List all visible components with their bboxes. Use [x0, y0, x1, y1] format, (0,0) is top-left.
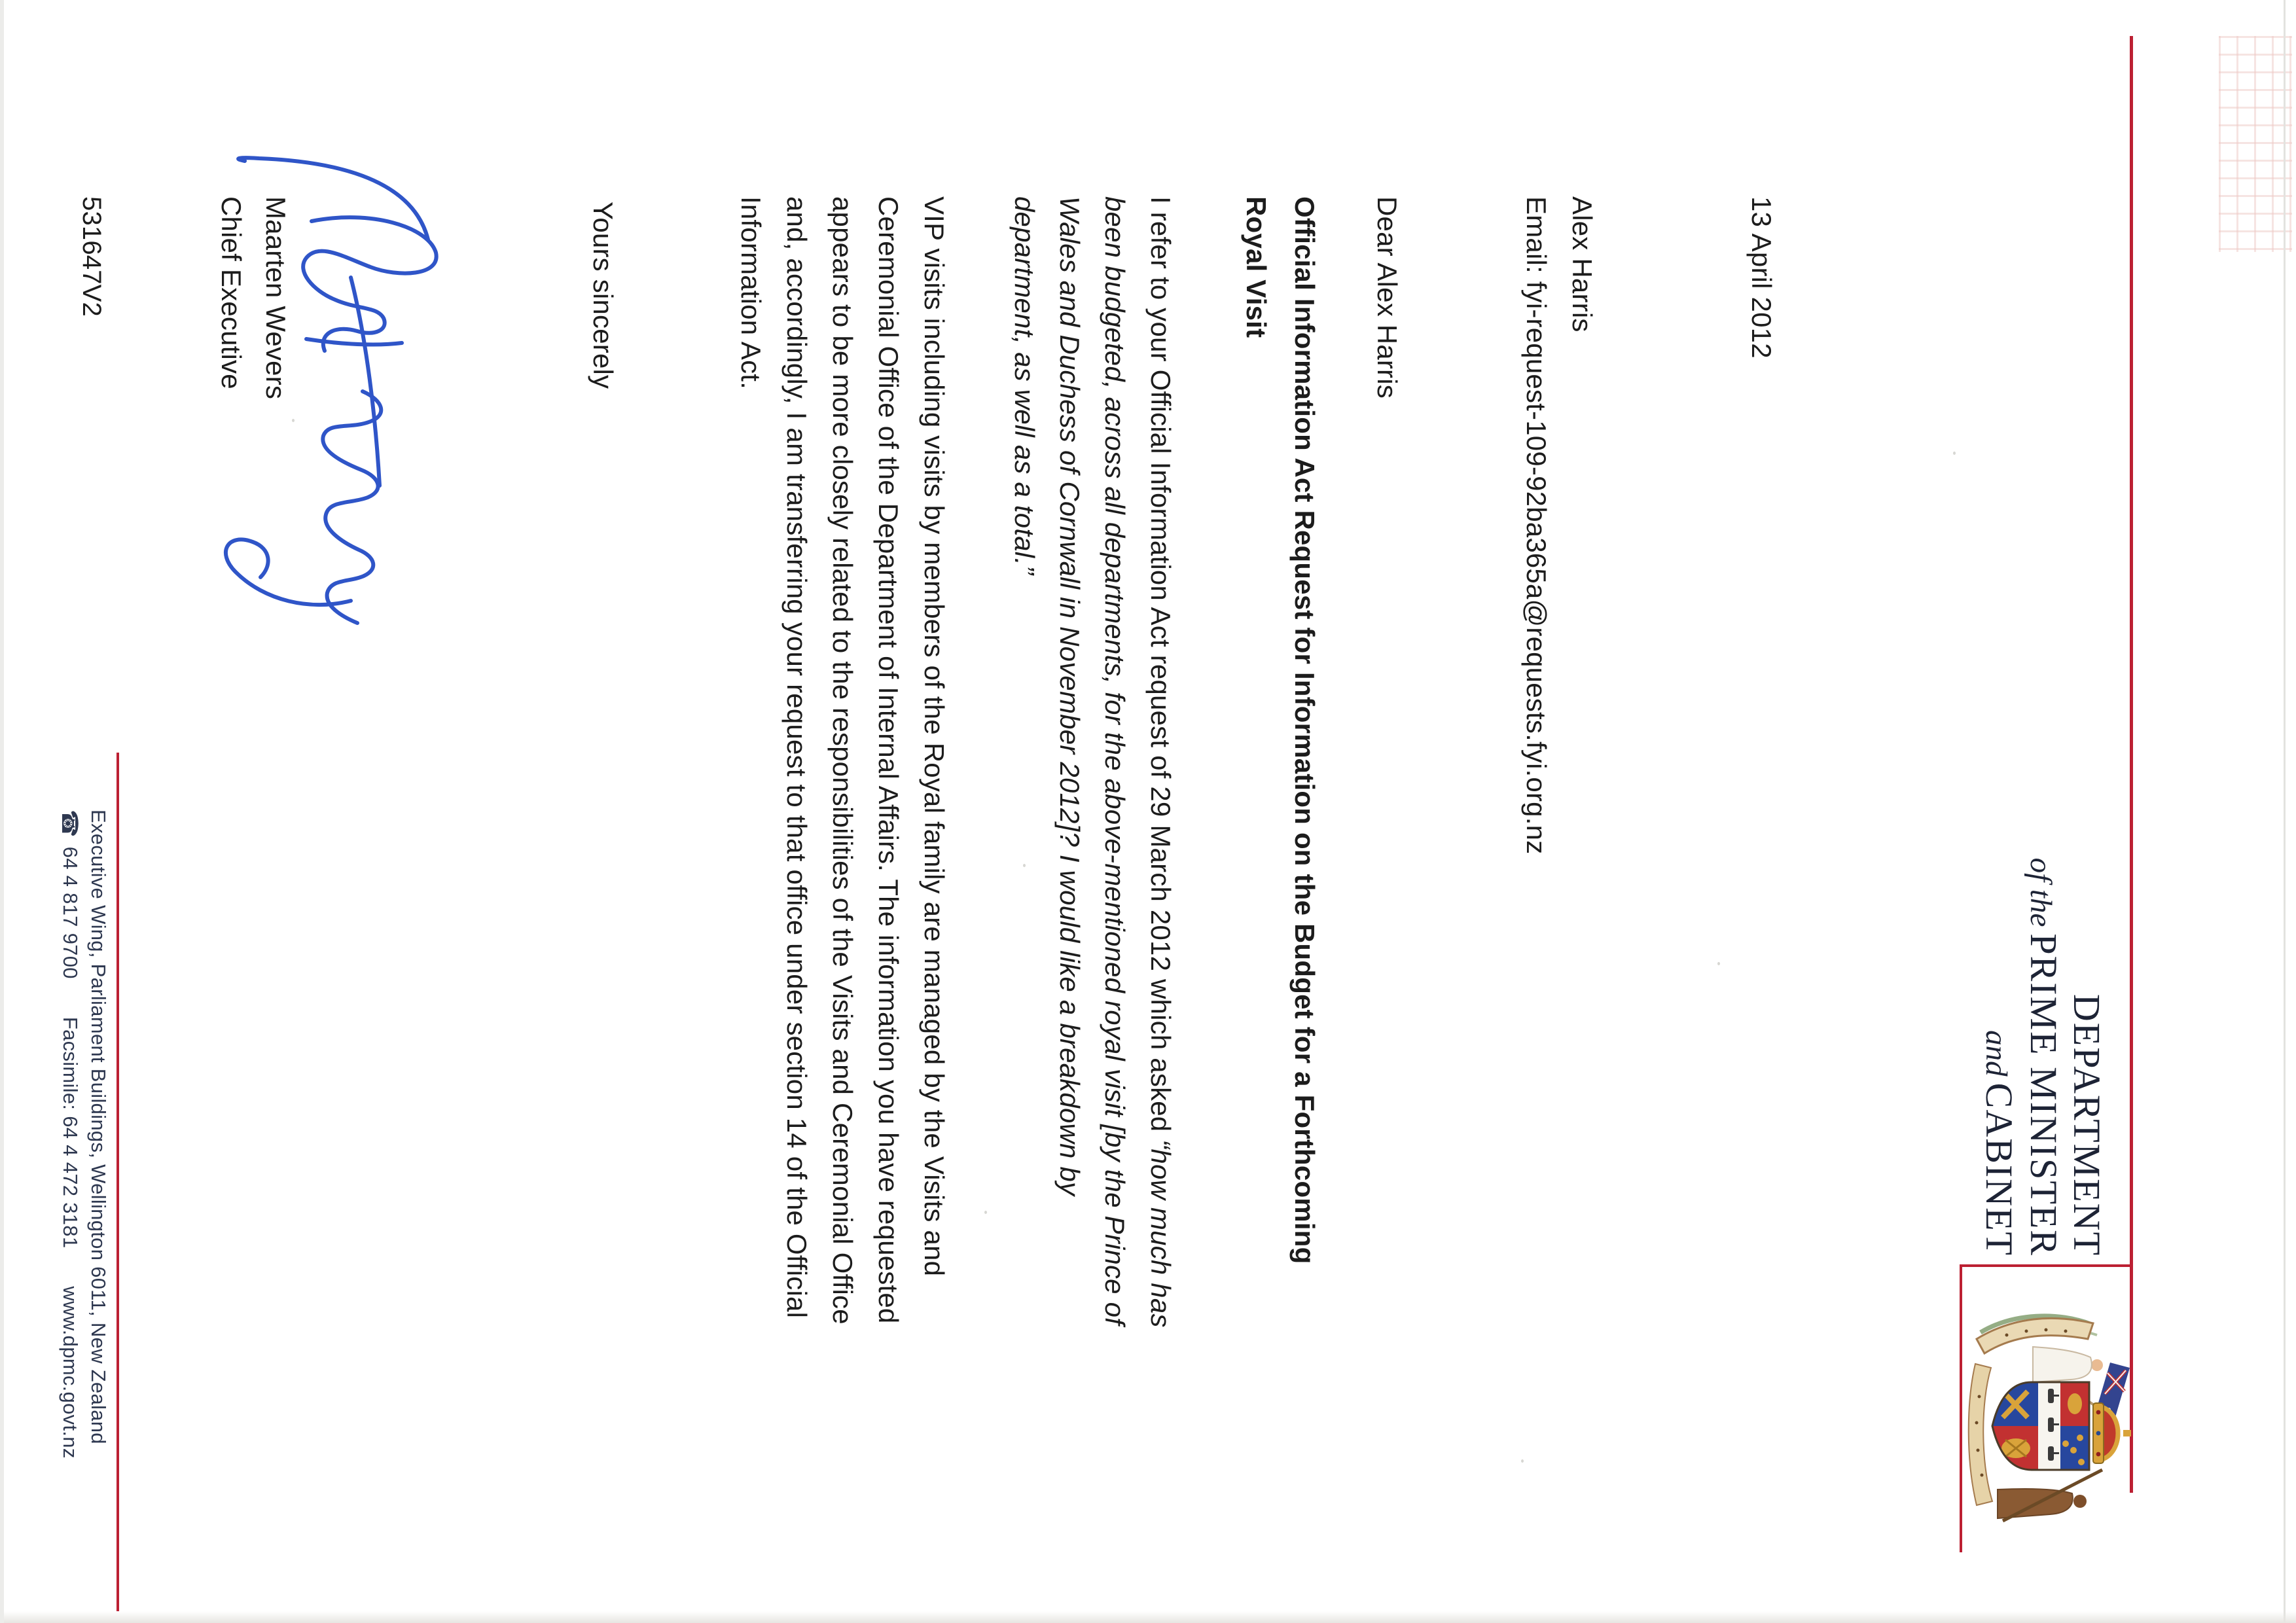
dust-speck — [1023, 864, 1026, 867]
para1-line3: Wales and Duchess of Cornwall in November 2012]? I would like a breakdown by — [1054, 196, 1085, 1196]
subject-line-2: Royal Visit — [1241, 196, 1272, 338]
valediction: Yours sincerely — [588, 202, 619, 389]
masthead-top-rule — [2130, 36, 2133, 1493]
masthead-line-1 — [2065, 994, 2109, 1257]
signer-name: Maarten Wevers — [260, 196, 291, 400]
letter-date: 13 April 2012 — [1746, 196, 1777, 359]
reference-number: 531647V2 — [77, 196, 106, 317]
para2-line5: Information Act. — [736, 196, 766, 390]
footer-address: Executive Wing, Parliament Buildings, Wellington 6011, New Zealand — [87, 810, 110, 1444]
masthead-line-2 — [2022, 858, 2066, 1257]
masthead-cabinet: CABINET — [1978, 1082, 2020, 1257]
subject-line-1: Official Information Act Request for Information on the Budget for a Forthcoming — [1289, 196, 1320, 1264]
recipient-email-line: Email: fyi-request-109-92ba365a@requests.fyi.org.nz — [1521, 196, 1552, 855]
para1-line1-quote: “how much has — [1145, 1139, 1176, 1328]
masthead-and: and — [1979, 1030, 2013, 1077]
footer-phone: 64 4 817 9700 — [59, 846, 82, 979]
masthead-bottom-rule — [1960, 1264, 1962, 1552]
signer-title: Chief Executive — [216, 196, 247, 389]
masthead-of-the: of the — [2024, 857, 2058, 927]
dust-speck — [1521, 1459, 1524, 1463]
para1-line1-normal: I refer to your Official Information Act request of 29 March 2012 which asked — [1145, 196, 1176, 1140]
para1-line4: department, as well as a total.” — [1009, 196, 1040, 575]
masthead-vertical-rule — [1960, 1264, 2133, 1267]
masthead-line-3 — [1977, 1030, 2021, 1257]
footer-rule — [117, 753, 119, 1611]
dust-speck — [292, 419, 295, 422]
para2-line1: VIP visits including visits by members of the Royal family are managed by the Visits and — [919, 196, 950, 1277]
signature-ink — [200, 143, 567, 705]
masthead-prime-minister: PRIME MINISTER — [2022, 933, 2065, 1257]
nz-coat-of-arms — [1966, 1305, 2131, 1535]
scan-edge-bottom — [0, 0, 4, 1623]
para1-line2: been budgeted, across all departments, for the above-mentioned royal visit [by the Prince of — [1100, 196, 1130, 1326]
dust-speck — [984, 1211, 987, 1214]
phone-icon: ☎ — [57, 810, 82, 838]
para2-line2: Ceremonial Office of the Department of Internal Affairs. The information you have requested — [873, 196, 904, 1324]
salutation: Dear Alex Harris — [1372, 196, 1403, 399]
para1-line1 — [1144, 196, 1177, 1328]
para2-line4: and, accordingly, I am transferring your request to that office under section 14 of the Official — [781, 196, 812, 1319]
dust-speck — [1717, 962, 1720, 965]
recipient-name: Alex Harris — [1567, 196, 1598, 332]
koru-pattern-decoration — [2219, 36, 2292, 252]
footer-contact-line — [58, 810, 84, 1459]
scan-edge-right — [0, 1611, 2296, 1623]
para2-line3: appears to be more closely related to the responsibilities of the Visits and Ceremonial Office — [827, 196, 858, 1325]
footer-web: www.dpmc.govt.nz — [59, 1286, 82, 1459]
scan-edge-top — [2284, 0, 2286, 1623]
footer-fax: Facsimile: 64 4 472 3181 — [59, 1016, 82, 1249]
masthead-department: DEPARTMENT — [2066, 993, 2108, 1257]
dust-speck — [1953, 452, 1956, 455]
